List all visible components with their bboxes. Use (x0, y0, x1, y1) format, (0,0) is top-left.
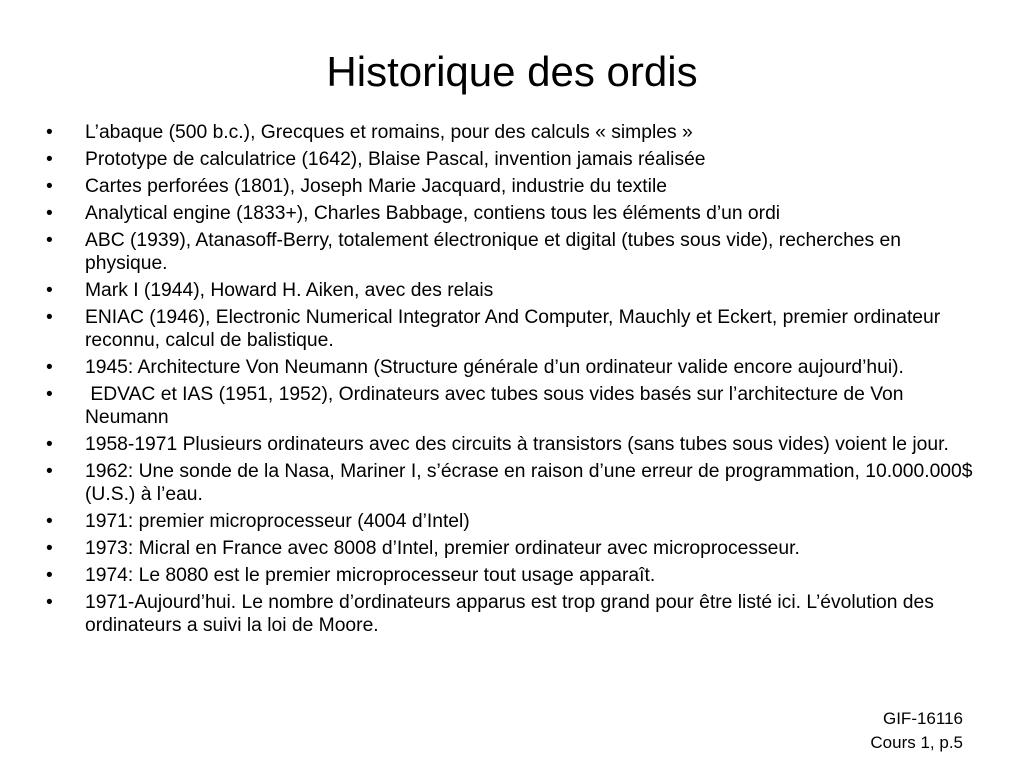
list-item (46, 229, 976, 275)
list-item (46, 460, 976, 506)
bullet-icon: • (46, 565, 53, 586)
bullet-icon: • (46, 592, 53, 613)
list-item-text: Analytical engine (1833+), Charles Babbage, contiens tous les éléments d’un ordi (85, 203, 781, 224)
list-item (46, 121, 976, 144)
list-item (46, 591, 976, 637)
list-item (46, 537, 976, 560)
list-item (46, 306, 976, 352)
bullet-icon: • (46, 538, 53, 559)
bullet-icon: • (46, 357, 53, 378)
list-item-text: 1973: Micral en France avec 8008 d’Intel, premier ordinateur avec microprocesseur. (85, 538, 800, 559)
bullet-icon: • (46, 176, 53, 197)
list-item-text: ABC (1939), Atanasoff-Berry, totalement électronique et digital (tubes sous vide), recherches en physique. (85, 230, 907, 274)
list-item (46, 202, 976, 225)
list-item (46, 564, 976, 587)
list-item-text: 1974: Le 8080 est le premier microprocesseur tout usage apparaît. (85, 565, 656, 586)
bullet-icon: • (46, 122, 53, 143)
list-item-text: Mark I (1944), Howard H. Aiken, avec des relais (85, 280, 494, 301)
course-code: GIF-16116 (882, 709, 963, 728)
list-item (46, 383, 976, 429)
list-item-text: 1971-Aujourd’hui. Le nombre d’ordinateurs apparus est trop grand pour être listé ici. L’évolution des ordinateurs a suivi la loi de Moore. (85, 592, 940, 636)
page-reference: Cours 1, p.5 (870, 733, 963, 752)
bullet-list (46, 121, 976, 641)
list-item (46, 356, 976, 379)
bullet-icon: • (46, 511, 53, 532)
list-item (46, 510, 976, 533)
bullet-icon: • (46, 149, 53, 170)
list-item (46, 148, 976, 171)
list-item-text: 1971: premier microprocesseur (4004 d’Intel) (85, 511, 470, 532)
list-item (46, 433, 976, 456)
bullet-icon: • (46, 230, 53, 251)
bullet-icon: • (46, 280, 53, 301)
list-item-text: ENIAC (1946), Electronic Numerical Integrator And Computer, Mauchly et Eckert, premier ordinateur reconnu, calcul de balistique. (85, 307, 946, 351)
list-item (46, 279, 976, 302)
slide-footer (870, 707, 963, 755)
bullet-icon: • (46, 203, 53, 224)
list-item-text: 1945: Architecture Von Neumann (Structure générale d’un ordinateur valide encore aujourd’hui). (85, 357, 904, 378)
list-item-text: EDVAC et IAS (1951, 1952), Ordinateurs avec tubes sous vides basés sur l’architecture de Von Neumann (85, 384, 909, 428)
list-item-text: 1958-1971 Plusieurs ordinateurs avec des circuits à transistors (sans tubes sous vides) voient le jour. (85, 434, 949, 455)
list-item (46, 175, 976, 198)
bullet-icon: • (46, 461, 53, 482)
bullet-icon: • (46, 384, 53, 405)
list-item-text: L’abaque (500 b.c.), Grecques et romains, pour des calculs « simples » (85, 122, 693, 143)
bullet-icon: • (46, 307, 53, 328)
list-item-text: Cartes perforées (1801), Joseph Marie Jacquard, industrie du textile (85, 176, 667, 197)
slide-title: Historique des ordis (326, 48, 698, 95)
list-item-text: Prototype de calculatrice (1642), Blaise Pascal, invention jamais réalisée (85, 149, 706, 170)
bullet-icon: • (46, 434, 53, 455)
list-item-text: 1962: Une sonde de la Nasa, Mariner I, s’écrase en raison d’une erreur de programmation, 10.000.000$ (U.S.) à l’eau. (85, 461, 978, 505)
